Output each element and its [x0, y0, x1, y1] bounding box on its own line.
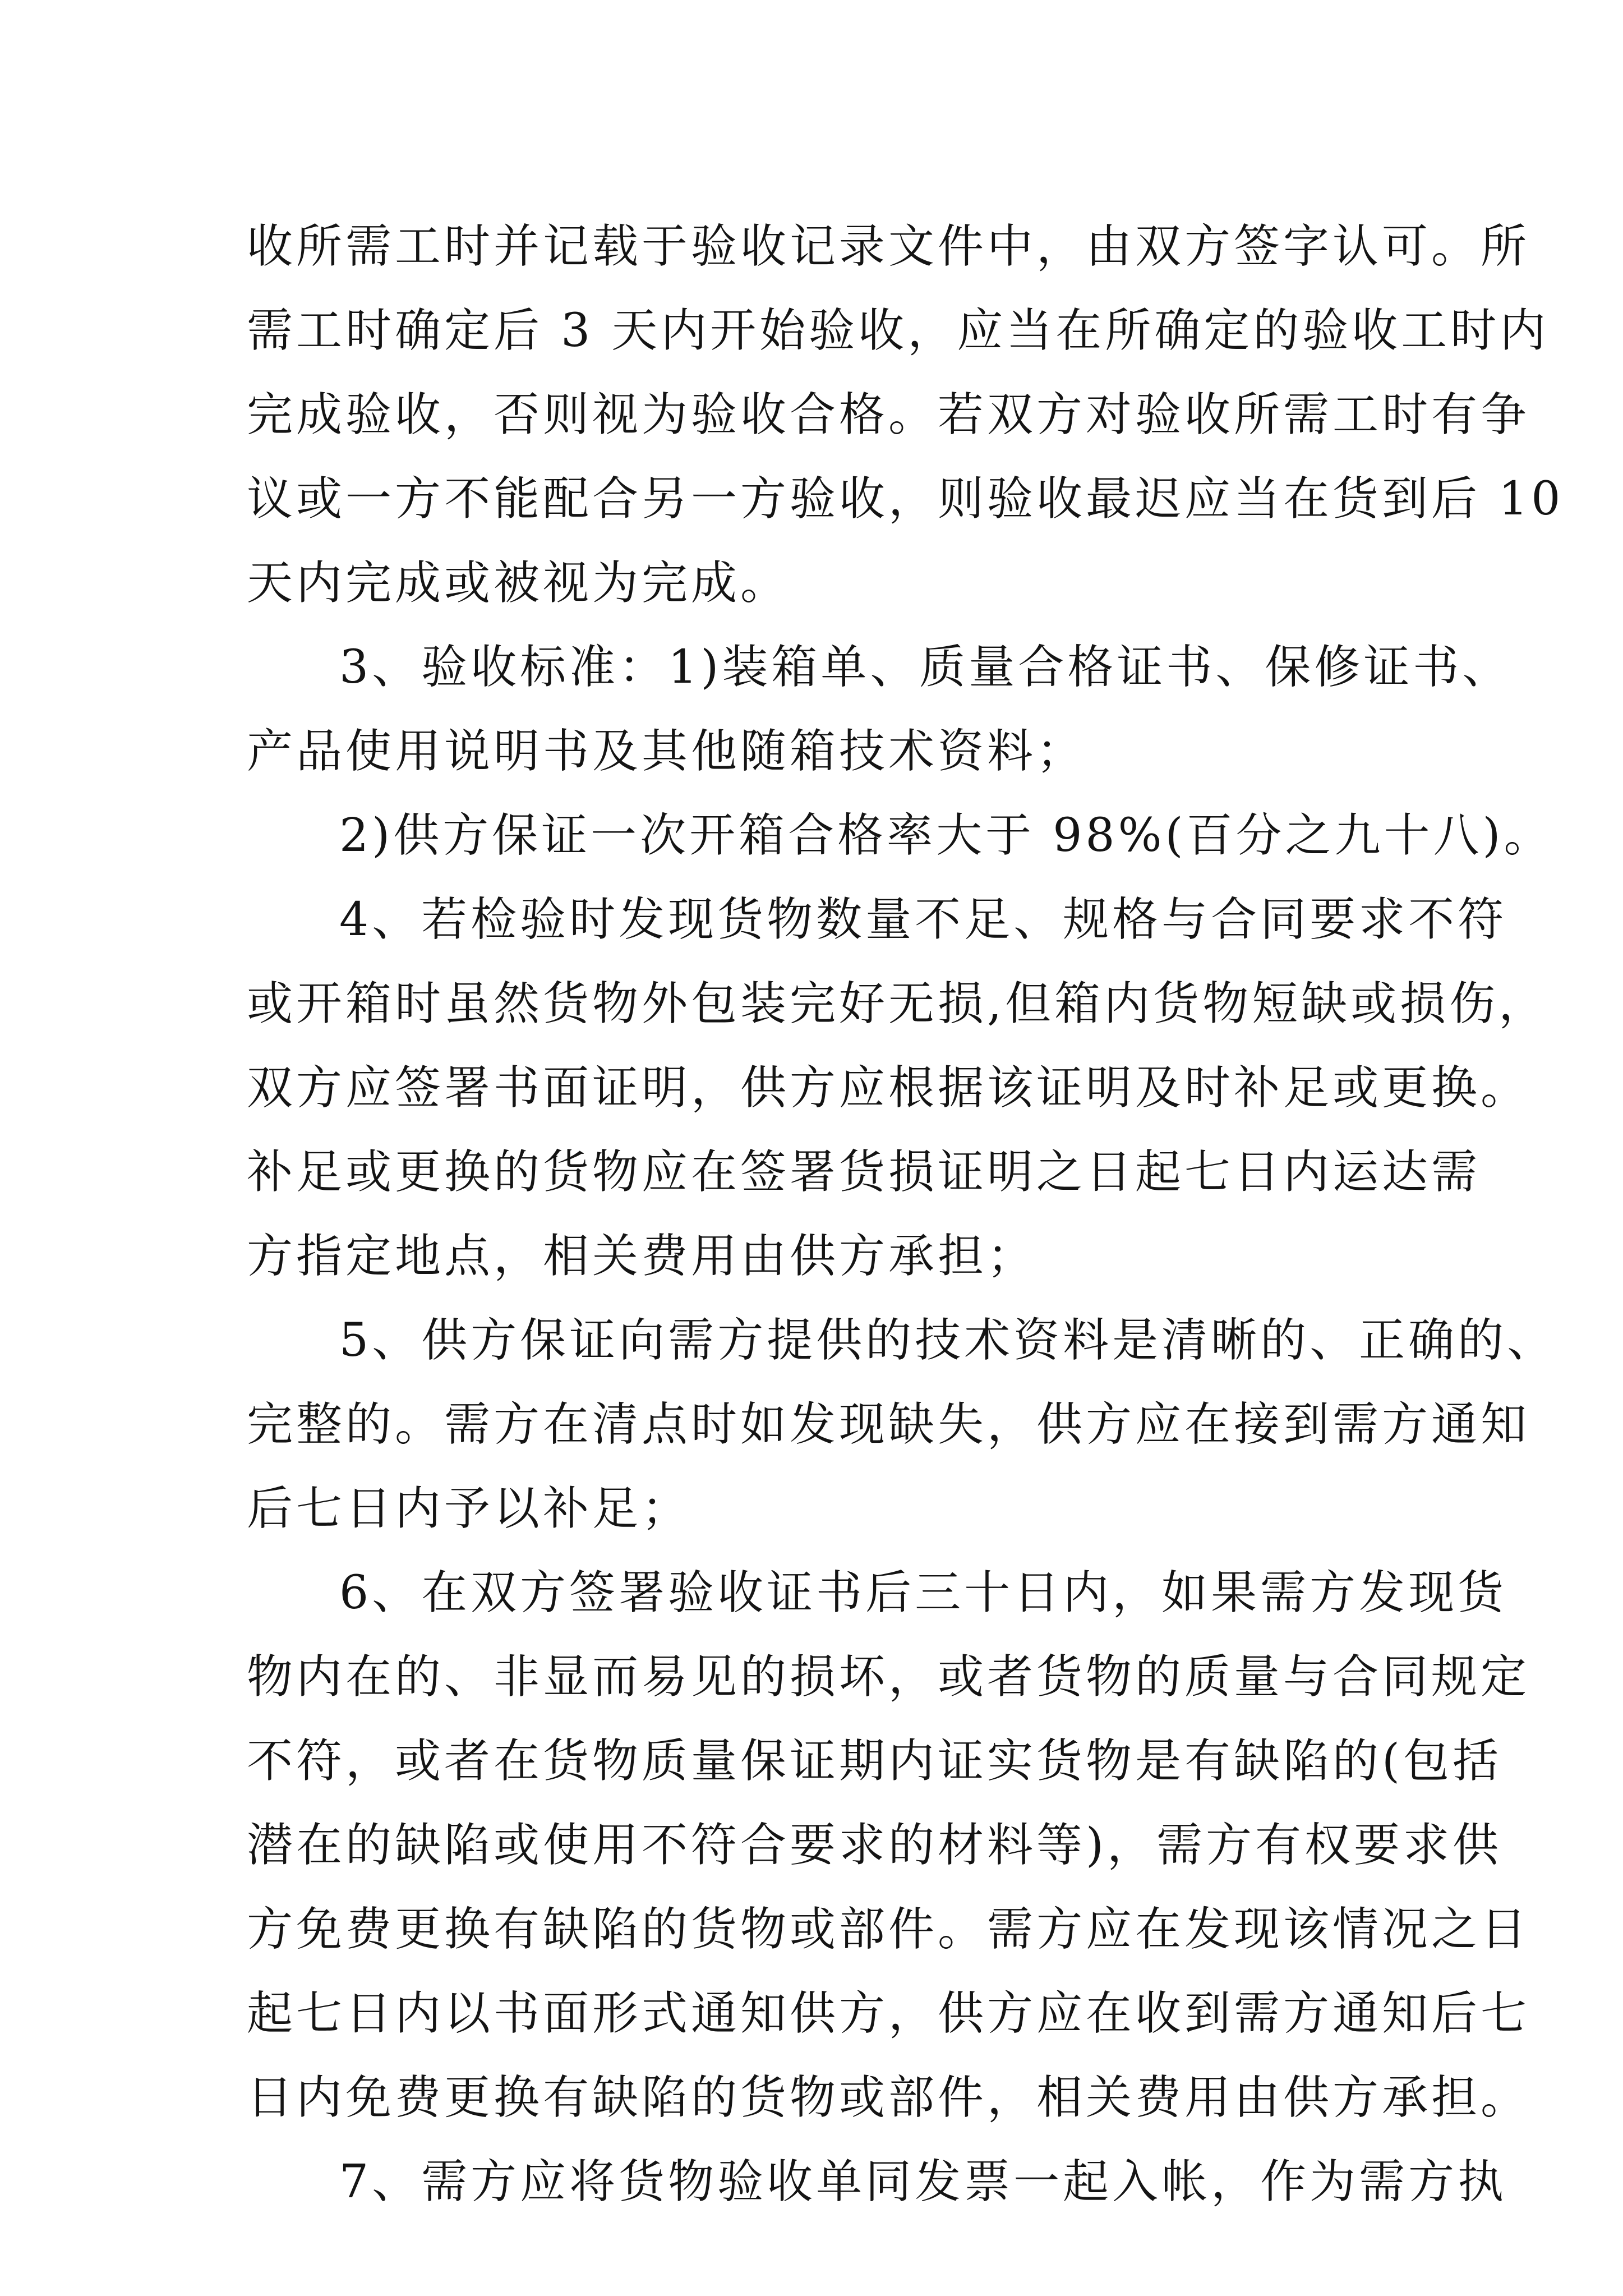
text-line: 完成验收，否则视为验收合格。若双方对验收所需工时有争: [247, 388, 1530, 441]
text-line: 收所需工时并记载于验收记录文件中，由双方签字认可。所: [247, 220, 1530, 273]
text-line: 产品使用说明书及其他随箱技术资料；: [247, 725, 1086, 778]
text-line: 需工时确定后 3 天内开始验收，应当在所确定的验收工时内: [247, 304, 1550, 357]
text-line: 起七日内以书面形式通知供方，供方应在收到需方通知后七: [247, 1987, 1530, 2040]
contract-body-text: [247, 205, 1564, 2224]
text-line: 天内完成或被视为完成。: [247, 556, 790, 610]
text-line: 方指定地点，相关费用由供方承担；: [247, 1230, 1037, 1283]
text-line: 议或一方不能配合另一方验收，则验收最迟应当在货到后 10: [247, 472, 1564, 526]
text-line: 不符，或者在货物质量保证期内证实货物是有缺陷的(包括: [247, 1734, 1502, 1788]
text-line: 后七日内予以补足；: [247, 1482, 691, 1535]
clause-6-first-line: 6、在双方签署验收证书后三十日内，如果需方发现货: [339, 1566, 1507, 1619]
text-line: 补足或更换的货物应在签署货损证明之日起七日内运达需: [247, 1145, 1481, 1199]
text-line: 双方应签署书面证明，供方应根据该证明及时补足或更换。: [247, 1061, 1530, 1115]
text-line: 物内在的、非显而易见的损坏，或者货物的质量与合同规定: [247, 1650, 1530, 1704]
clause-4-first-line: 4、若检验时发现货物数量不足、规格与合同要求不符: [339, 893, 1507, 946]
text-line: 方免费更换有缺陷的货物或部件。需方应在发现该情况之日: [247, 1903, 1530, 1956]
text-line: 完整的。需方在清点时如发现缺失，供方应在接到需方通知: [247, 1398, 1530, 1451]
clause-3-item-2: 2)供方保证一次开箱合格率大于 98%(百分之九十八)。: [339, 809, 1553, 862]
clause-5-first-line: 5、供方保证向需方提供的技术资料是清晰的、正确的、: [339, 1314, 1557, 1367]
text-line: 日内免费更换有缺陷的货物或部件，相关费用由供方承担。: [247, 2071, 1530, 2124]
text-line: 或开箱时虽然货物外包装完好无损,但箱内货物短缺或损伤，: [247, 977, 1548, 1030]
clause-7-first-line: 7、需方应将货物验收单同发票一起入帐，作为需方执: [339, 2155, 1507, 2208]
text-line: 潜在的缺陷或使用不符合要求的材料等)，需方有权要求供: [247, 1819, 1502, 1872]
clause-3-first-line: 3、验收标准：1)装箱单、质量合格证书、保修证书、: [339, 641, 1512, 694]
